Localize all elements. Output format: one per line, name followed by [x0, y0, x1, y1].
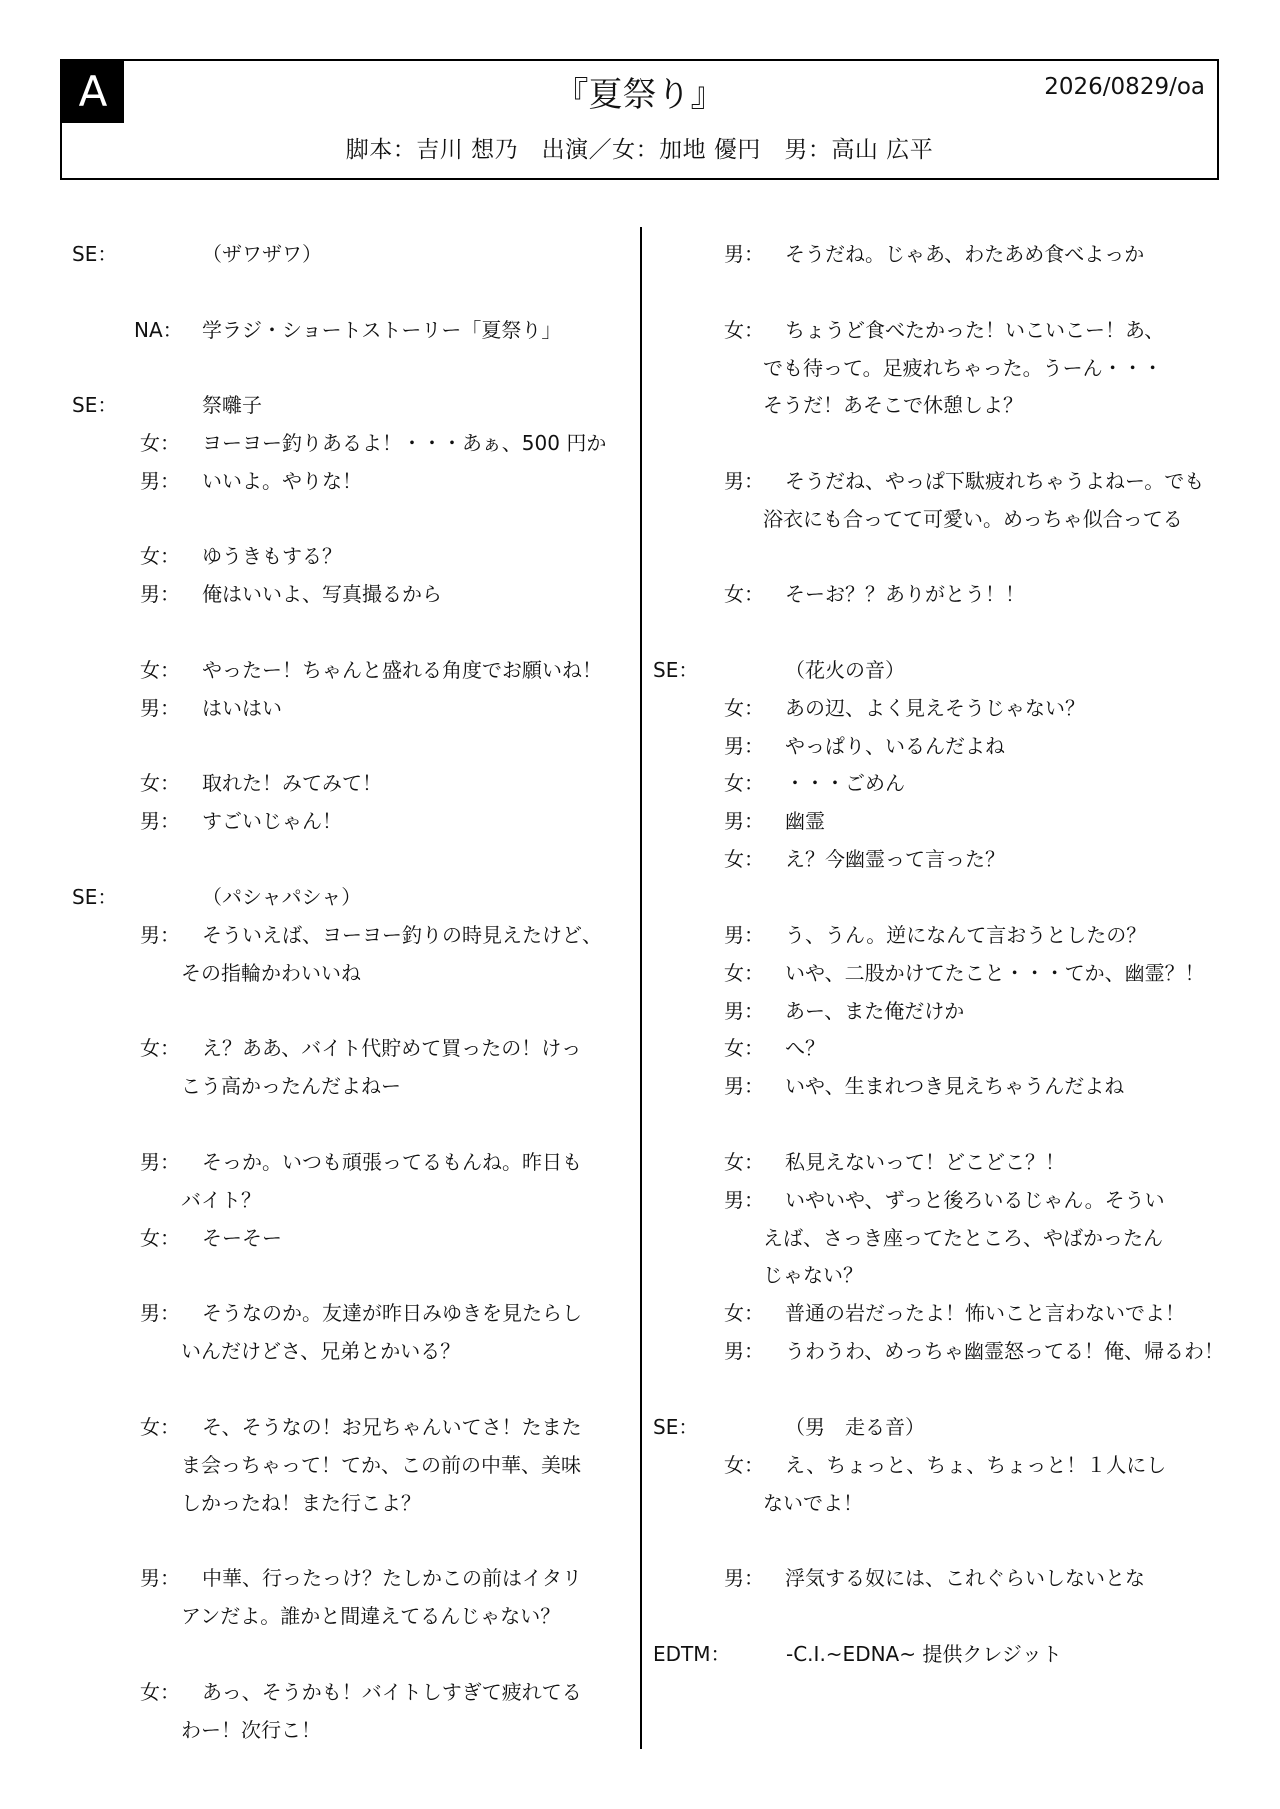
speaker-label: 男：	[140, 1301, 180, 1325]
dialogue-text: 幽霊	[785, 809, 825, 833]
script-version-badge: A	[62, 61, 124, 123]
dialogue-text: やったー！ちゃんと盛れる角度でお願いね！	[202, 658, 602, 682]
dialogue-text: 浮気する奴には、これぐらいしないとな	[785, 1566, 1145, 1590]
dialogue-text: いやいや、ずっと後ろいるじゃん。そうい	[785, 1188, 1165, 1212]
speaker-label: EDTM：	[653, 1642, 731, 1666]
speaker-label: 男：	[724, 1074, 764, 1098]
script-title: 『夏祭り』	[554, 75, 725, 115]
speaker-label: 女：	[140, 771, 180, 795]
speaker-label: 男：	[140, 809, 180, 833]
dialogue-text: いんだけどさ、兄弟とかいる？	[181, 1339, 461, 1363]
dialogue-text: ・・・ごめん	[785, 771, 905, 795]
dialogue-text: いいよ。やりな！	[202, 469, 362, 493]
speaker-label: 女：	[724, 696, 764, 720]
dialogue-text: 学ラジ・ショートストーリー「夏祭り」	[202, 318, 562, 342]
dialogue-text: ちょうど食べたかった！いこいこー！あ、	[785, 318, 1165, 342]
speaker-label: 男：	[724, 734, 764, 758]
speaker-label: 男：	[140, 469, 180, 493]
speaker-label: 女：	[724, 771, 764, 795]
dialogue-text: そういえば、ヨーヨー釣りの時見えたけど、	[202, 923, 602, 947]
dialogue-text: あっ、そうかも！バイトしすぎて疲れてる	[202, 1680, 582, 1704]
dialogue-text: -C.I.~EDNA~ 提供クレジット	[786, 1642, 1062, 1666]
dialogue-text: いや、生まれつき見えちゃうんだよね	[785, 1074, 1125, 1098]
speaker-label: 女：	[724, 847, 764, 871]
speaker-label: 男：	[140, 582, 180, 606]
dialogue-text: そーそー	[202, 1226, 282, 1250]
dialogue-text: え、ちょっと、ちょ、ちょっと！１人にし	[785, 1453, 1167, 1477]
speaker-label: 女：	[140, 431, 180, 455]
speaker-label: 女：	[724, 582, 764, 606]
speaker-label: SE：	[653, 1415, 699, 1439]
speaker-label: SE：	[653, 658, 699, 682]
speaker-label: 男：	[724, 809, 764, 833]
dialogue-text: ま会っちゃって！てか、この前の中華、美味	[181, 1453, 581, 1477]
dialogue-text: へ？	[785, 1036, 825, 1060]
dialogue-text: え？今幽霊って言った？	[785, 847, 1005, 871]
speaker-label: 女：	[724, 1150, 764, 1174]
dialogue-text: （パシャパシャ）	[202, 885, 362, 909]
dialogue-text: そうだ！あそこで休憩しよ？	[763, 393, 1023, 417]
dialogue-text: その指輪かわいいね	[181, 961, 361, 985]
dialogue-text: 祭囃子	[202, 393, 262, 417]
speaker-label: 女：	[724, 1453, 764, 1477]
dialogue-text: え？ああ、バイト代貯めて買ったの！けっ	[202, 1036, 582, 1060]
dialogue-text: 俺はいいよ、写真撮るから	[202, 582, 442, 606]
dialogue-text: バイト？	[181, 1188, 261, 1212]
script-header	[60, 59, 1219, 180]
dialogue-text: はいはい	[202, 696, 282, 720]
speaker-label: 男：	[724, 999, 764, 1023]
dialogue-text: アンだよ。誰かと間違えてるんじゃない？	[181, 1604, 561, 1628]
speaker-label: 女：	[724, 961, 764, 985]
dialogue-text: 中華、行ったっけ？たしかこの前はイタリ	[202, 1566, 582, 1590]
speaker-label: 男：	[724, 923, 764, 947]
dialogue-text: （ザワザワ）	[202, 242, 322, 266]
speaker-label: 男：	[140, 1566, 180, 1590]
speaker-label: 女：	[140, 1680, 180, 1704]
speaker-label: 男：	[140, 923, 180, 947]
speaker-label: 女：	[724, 318, 764, 342]
dialogue-text: う、うん。逆になんて言おうとしたの？	[785, 923, 1147, 947]
dialogue-text: じゃない？	[763, 1263, 863, 1287]
dialogue-text: 取れた！みてみて！	[202, 771, 382, 795]
dialogue-text: そっか。いつも頑張ってるもんね。昨日も	[202, 1150, 582, 1174]
dialogue-text: （花火の音）	[785, 658, 905, 682]
speaker-label: 男：	[140, 696, 180, 720]
dialogue-text: あの辺、よく見えそうじゃない？	[785, 696, 1085, 720]
speaker-label: 男：	[140, 1150, 180, 1174]
dialogue-text: そーお？？ありがとう！！	[785, 582, 1025, 606]
dialogue-text: ないでよ！	[763, 1491, 863, 1515]
speaker-label: SE：	[72, 885, 118, 909]
speaker-label: 女：	[724, 1301, 764, 1325]
dialogue-text: 普通の岩だったよ！怖いこと言わないでよ！	[785, 1301, 1185, 1325]
speaker-label: 男：	[724, 469, 764, 493]
dialogue-text: あー、また俺だけか	[785, 999, 965, 1023]
speaker-label: 男：	[724, 1566, 764, 1590]
dialogue-text: しかったね！また行こよ？	[181, 1491, 421, 1515]
dialogue-text: ヨーヨー釣りあるよ！・・・あぁ、500 円か	[202, 431, 607, 455]
speaker-label: SE：	[72, 393, 118, 417]
dialogue-text: 私見えないって！どこどこ？！	[785, 1150, 1065, 1174]
broadcast-date: 2026/0829/oa	[1044, 74, 1205, 100]
dialogue-text: でも待って。足疲れちゃった。うーん・・・	[763, 356, 1163, 380]
speaker-label: NA：	[134, 318, 183, 342]
dialogue-text: やっぱり、いるんだよね	[785, 734, 1005, 758]
speaker-label: 女：	[140, 1226, 180, 1250]
speaker-label: 女：	[140, 658, 180, 682]
speaker-label: 女：	[140, 544, 180, 568]
column-divider	[640, 227, 642, 1749]
dialogue-text: うわうわ、めっちゃ幽霊怒ってる！俺、帰るわ！	[785, 1339, 1224, 1363]
dialogue-text: えば、さっき座ってたところ、やばかったん	[763, 1226, 1163, 1250]
dialogue-text: そうだね。じゃあ、わたあめ食べよっか	[785, 242, 1145, 266]
speaker-label: 女：	[140, 1415, 180, 1439]
speaker-label: 女：	[140, 1036, 180, 1060]
speaker-label: SE：	[72, 242, 118, 266]
dialogue-text: わー！次行こ！	[181, 1718, 321, 1742]
speaker-label: 男：	[724, 242, 764, 266]
dialogue-text: そうだね、やっぱ下駄疲れちゃうよねー。でも	[785, 469, 1205, 493]
dialogue-text: すごいじゃん！	[202, 809, 342, 833]
dialogue-text: そうなのか。友達が昨日みゆきを見たらし	[202, 1301, 582, 1325]
dialogue-text: （男 走る音）	[785, 1415, 925, 1439]
speaker-label: 男：	[724, 1339, 764, 1363]
dialogue-text: ゆうきもする？	[202, 544, 342, 568]
speaker-label: 女：	[724, 1036, 764, 1060]
speaker-label: 男：	[724, 1188, 764, 1212]
dialogue-text: 浴衣にも合ってて可愛い。めっちゃ似合ってる	[763, 507, 1183, 531]
script-credits: 脚本：吉川 想乃 出演／女：加地 優円 男：高山 広平	[345, 137, 934, 163]
dialogue-text: いや、二股かけてたこと・・・てか、幽霊？！	[785, 961, 1205, 985]
dialogue-text: こう高かったんだよねー	[181, 1074, 401, 1098]
dialogue-text: そ、そうなの！お兄ちゃんいてさ！たまた	[202, 1415, 582, 1439]
